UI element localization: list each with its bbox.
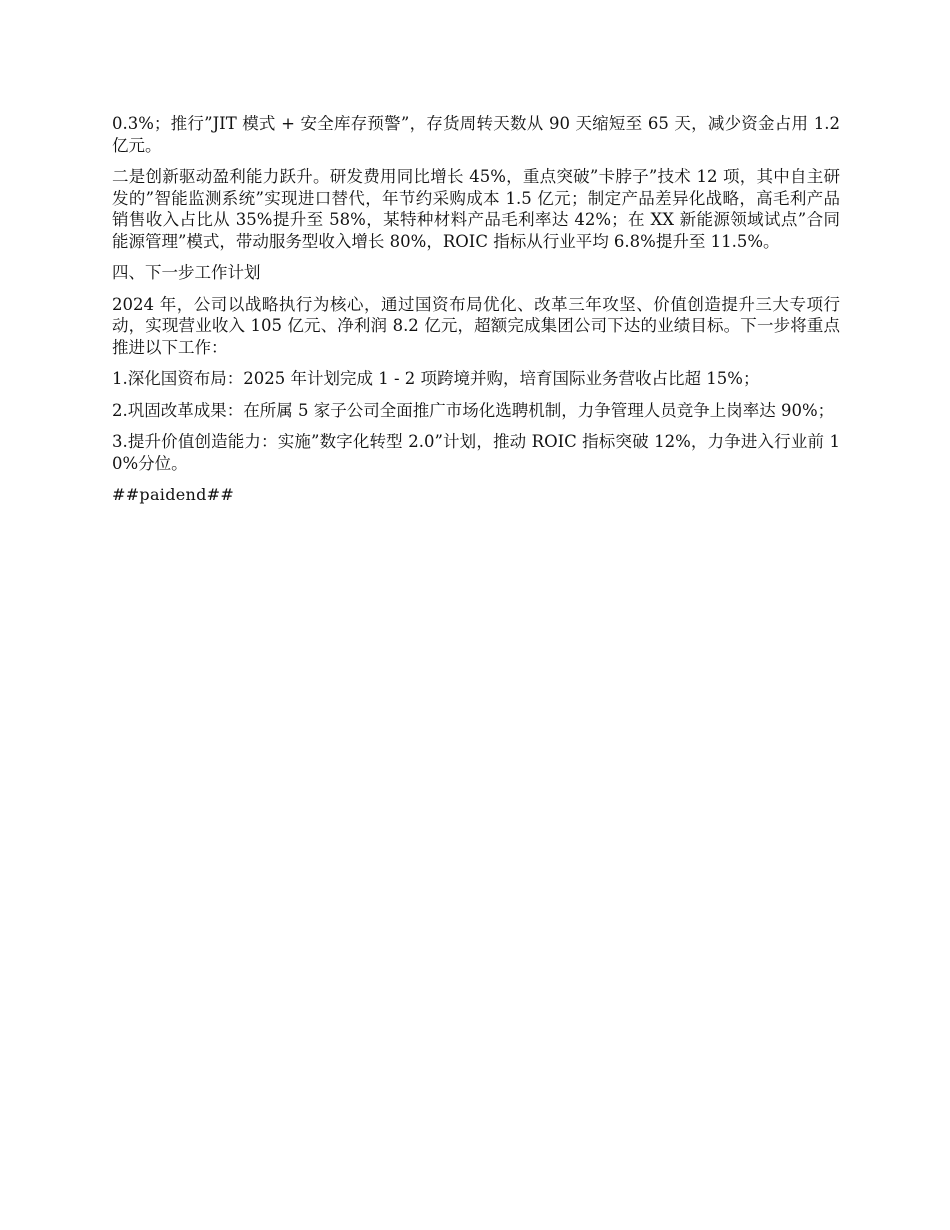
paragraph-summary-2024: 2024 年，公司以战略执行为核心，通过国资布局优化、改革三年攻坚、价值创造提升三大专项行动，实现营业收入 105 亿元、净利润 8.2 亿元，超额完成集团公司下达的业绩目标。下一步将重点推进以下工作：: [112, 294, 840, 357]
plan-item-3: 3.提升价值创造能力：实施”数字化转型 2.0”计划，推动 ROIC 指标突破 12%，力争进入行业前 10%分位。: [112, 432, 840, 473]
plan-item-2: 2.巩固改革成果：在所属 5 家子公司全面推广市场化选聘机制，力争管理人员竞争上岗率达 90%；: [112, 400, 835, 420]
paragraph-inventory: 0.3%；推行”JIT 模式 + 安全库存预警”，存货周转天数从 90 天缩短至 65 天，减少资金占用 1.2 亿元。: [112, 114, 840, 155]
paragraph-innovation: 二是创新驱动盈利能力跃升。研发费用同比增长 45%，重点突破”卡脖子”技术 12 项，其中自主研发的”智能监测系统”实现进口替代，年节约采购成本 1.5 亿元；制定产品差异化战略，高毛利产品销售收入占比从 35%提升至 58%，某特种材料产品毛利率达 42%；在 XX 新能源领域试点”合同能源管理”模式，带动服务型收入增长 80%，ROIC 指标从行业平均 6.8%提升至 11.5%。: [112, 167, 840, 251]
document-page: [112, 113, 840, 506]
section-heading-next-plan: 四、下一步工作计划: [112, 263, 261, 282]
plan-item-1: 1.深化国资布局：2025 年计划完成 1 - 2 项跨境并购，培育国际业务营收占比超 15%；: [112, 369, 760, 388]
paid-end-marker: ##paidend##: [112, 485, 235, 504]
